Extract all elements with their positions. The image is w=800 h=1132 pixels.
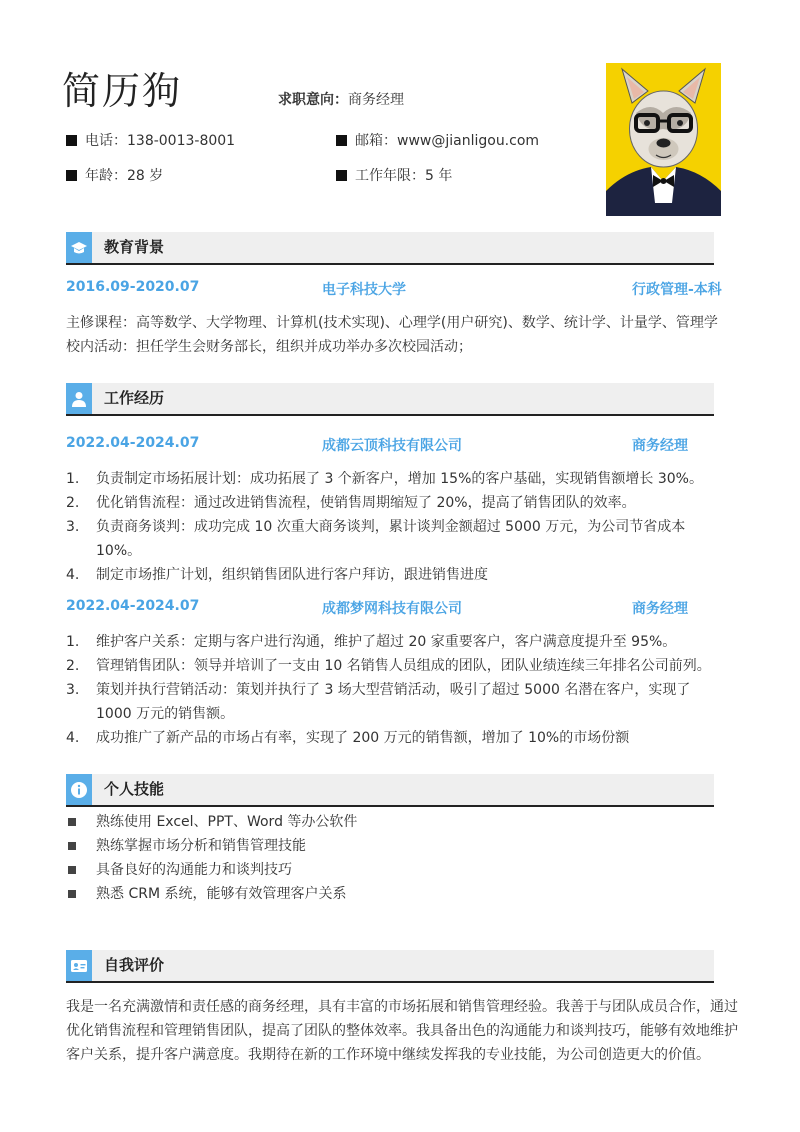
job-intent-value: 商务经理 <box>348 92 404 108</box>
square-bullet-icon <box>68 842 76 850</box>
job2-company: 成都梦网科技有限公司 <box>322 601 462 617</box>
education-school: 电子科技大学 <box>322 282 406 298</box>
self-eval-title: 自我评价 <box>104 956 165 974</box>
item-number: 3. <box>66 519 80 535</box>
graduation-cap-icon <box>66 232 92 263</box>
age-info <box>66 166 163 186</box>
item-text: 负责制定市场拓展计划：成功拓展了 3 个新客户，增加 15%的客户基础，实现销售额增长 30%。 <box>96 471 703 487</box>
skill-text: 熟练掌握市场分析和销售管理技能 <box>96 838 306 854</box>
skills-list <box>66 810 726 906</box>
list-item <box>66 726 726 750</box>
item-number: 3. <box>66 682 80 698</box>
list-item <box>66 467 726 491</box>
work-title: 工作经历 <box>104 389 165 407</box>
item-number: 4. <box>66 567 80 583</box>
item-number: 2. <box>66 658 80 674</box>
list-item <box>66 810 726 834</box>
item-number: 1. <box>66 634 80 650</box>
contact-card-icon <box>66 950 92 981</box>
list-item <box>66 882 726 906</box>
skill-text: 熟练使用 Excel、PPT、Word 等办公软件 <box>96 814 358 830</box>
education-section-header <box>66 232 714 265</box>
list-item <box>66 858 726 882</box>
skills-title: 个人技能 <box>104 780 165 798</box>
item-text: 策划并执行营销活动：策划并执行了 3 场大型营销活动，吸引了超过 5000 名潜在客户，实现了 1000 万元的销售额。 <box>96 682 691 722</box>
profile-photo <box>606 63 721 216</box>
education-activities: 校内活动：担任学生会财务部长，组织并成功举办多次校园活动； <box>66 339 472 355</box>
item-text: 制定市场推广计划，组织销售团队进行客户拜访，跟进销售进度 <box>96 567 488 583</box>
education-title: 教育背景 <box>104 238 165 256</box>
item-text: 维护客户关系：定期与客户进行沟通，维护了超过 20 家重要客户，客户满意度提升至 95%。 <box>96 634 677 650</box>
list-item <box>66 834 726 858</box>
item-text: 负责商务谈判：成功完成 10 次重大商务谈判，累计谈判金额超过 5000 万元，为公司节省成本 10%。 <box>96 519 686 559</box>
item-text: 管理销售团队：领导并培训了一支由 10 名销售人员组成的团队，团队业绩连续三年排名公司前列。 <box>96 658 711 674</box>
square-bullet-icon <box>68 890 76 898</box>
job2-duties <box>66 630 726 750</box>
user-icon <box>66 383 92 414</box>
info-icon <box>66 774 92 805</box>
skills-section-header <box>66 774 714 807</box>
item-number: 2. <box>66 495 80 511</box>
list-item <box>66 491 726 515</box>
list-item <box>66 563 726 587</box>
work-section-header <box>66 383 714 416</box>
square-bullet-icon <box>68 818 76 826</box>
job1-duties <box>66 467 726 587</box>
skill-text: 熟悉 CRM 系统，能够有效管理客户关系 <box>96 886 347 902</box>
square-bullet-icon <box>66 170 77 181</box>
job-intent-label: 求职意向： <box>278 92 348 108</box>
education-details <box>66 311 736 359</box>
job1-role: 商务经理 <box>632 438 688 454</box>
square-bullet-icon <box>336 170 347 181</box>
item-number: 1. <box>66 471 80 487</box>
education-major: 行政管理-本科 <box>632 282 722 298</box>
years-text: 工作年限：5 年 <box>355 168 453 184</box>
list-item <box>66 630 726 654</box>
job1-date: 2022.04-2024.07 <box>66 435 200 451</box>
email-info <box>336 131 539 151</box>
square-bullet-icon <box>68 866 76 874</box>
square-bullet-icon <box>336 135 347 146</box>
education-date: 2016.09-2020.07 <box>66 279 200 295</box>
resume-name: 简历狗 <box>62 69 183 113</box>
age-text: 年龄：28 岁 <box>85 168 164 184</box>
self-eval-section-header <box>66 950 714 983</box>
skill-text: 具备良好的沟通能力和谈判技巧 <box>96 862 292 878</box>
job2-date: 2022.04-2024.07 <box>66 598 200 614</box>
item-text: 优化销售流程：通过改进销售流程，使销售周期缩短了 20%，提高了销售团队的效率。 <box>96 495 636 511</box>
list-item <box>66 515 726 563</box>
list-item <box>66 678 726 726</box>
years-info <box>336 166 452 186</box>
item-number: 4. <box>66 730 80 746</box>
self-eval-text: 我是一名充满激情和责任感的商务经理，具有丰富的市场拓展和销售管理经验。我善于与团队成员合作，通过优化销售流程和管理销售团队，提高了团队的整体效率。我具备出色的沟通能力和谈判技巧，能够有效地维护客户关系，提升客户满意度。我期待在新的工作环境中继续发挥我的专业技能，为公司创造更大的价值。 <box>66 999 738 1063</box>
item-text: 成功推广了新产品的市场占有率，实现了 200 万元的销售额，增加了 10%的市场份额 <box>96 730 630 746</box>
education-courses: 主修课程：高等数学、大学物理、计算机(技术实现)、心理学(用户研究)、数学、统计学、计量学、管理学 <box>66 315 718 331</box>
phone-info <box>66 131 235 151</box>
job-intent <box>278 89 404 109</box>
job1-company: 成都云顶科技有限公司 <box>322 438 462 454</box>
job2-role: 商务经理 <box>632 601 688 617</box>
email-text: 邮箱：www@jianligou.com <box>355 133 540 149</box>
square-bullet-icon <box>66 135 77 146</box>
phone-text: 电话：138-0013-8001 <box>85 133 236 149</box>
list-item <box>66 654 726 678</box>
